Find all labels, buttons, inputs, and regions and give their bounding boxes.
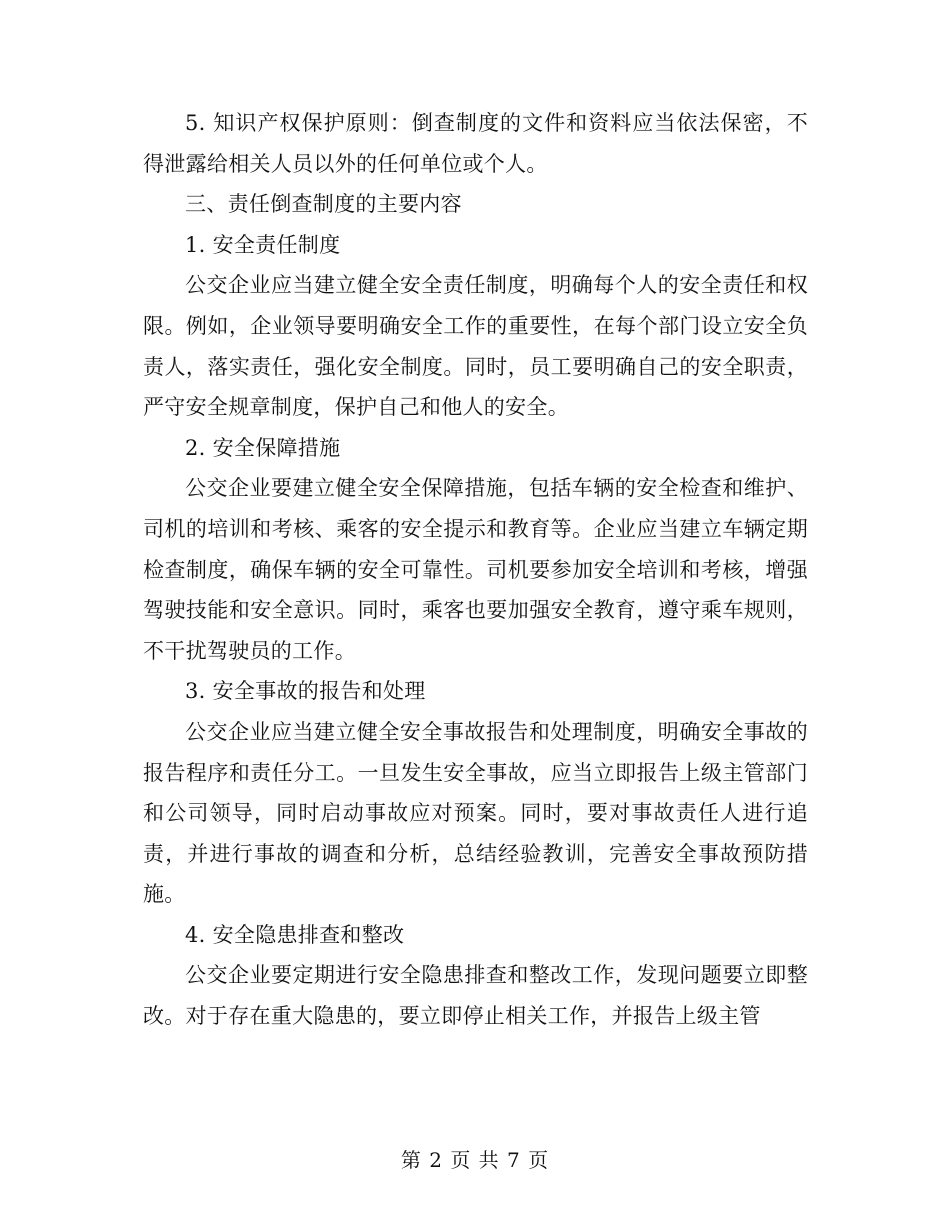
page-footer <box>0 1146 950 1174</box>
paragraph-hazard-inspection: 公交企业要定期进行安全隐患排查和整改工作，发现问题要立即整改。对于存在重大隐患的，要立即停止相关工作，并报告上级主管 <box>143 963 808 1029</box>
paragraph-safety-measures: 公交企业要建立健全安全保障措施，包括车辆的安全检查和维护、司机的培训和考核、乘客的安全提示和教育等。企业应当建立车辆定期检查制度，确保车辆的安全可靠性。司机要参加安全培训和考核，增强驾驶技能和安全意识。同时，乘客也要加强安全教育，遵守乘车规则，不干扰驾驶员的工作。 <box>143 476 808 663</box>
document-body <box>143 103 808 1037</box>
subheading-safety-responsibility: 1. 安全责任制度 <box>185 232 341 257</box>
subheading-accident-reporting: 3. 安全事故的报告和处理 <box>185 679 426 704</box>
paragraph-accident-reporting: 公交企业应当建立健全安全事故报告和处理制度，明确安全事故的报告程序和责任分工。一旦发生安全事故，应当立即报告上级主管部门和公司领导，同时启动事故应对预案。同时，要对事故责任人进行追责，并进行事故的调查和分析，总结经验教训，完善安全事故预防措施。 <box>143 719 808 907</box>
section-heading-main-content: 三、责任倒查制度的主要内容 <box>185 192 462 217</box>
paragraph-ip-protection: 5. 知识产权保护原则：倒查制度的文件和资料应当依法保密，不得泄露给相关人员以外的任何单位或个人。 <box>143 111 808 176</box>
paragraph-safety-responsibility: 公交企业应当建立健全安全责任制度，明确每个人的安全责任和权限。例如，企业领导要明确安全工作的重要性，在每个部门设立安全负责人，落实责任，强化安全制度。同时，员工要明确自己的安全职责，严守安全规章制度，保护自己和他人的安全。 <box>143 273 808 420</box>
subheading-safety-measures: 2. 安全保障措施 <box>185 435 341 460</box>
page-number-label: 第 2 页 共 7 页 <box>400 1148 550 1172</box>
subheading-hazard-inspection: 4. 安全隐患排查和整改 <box>185 922 405 947</box>
